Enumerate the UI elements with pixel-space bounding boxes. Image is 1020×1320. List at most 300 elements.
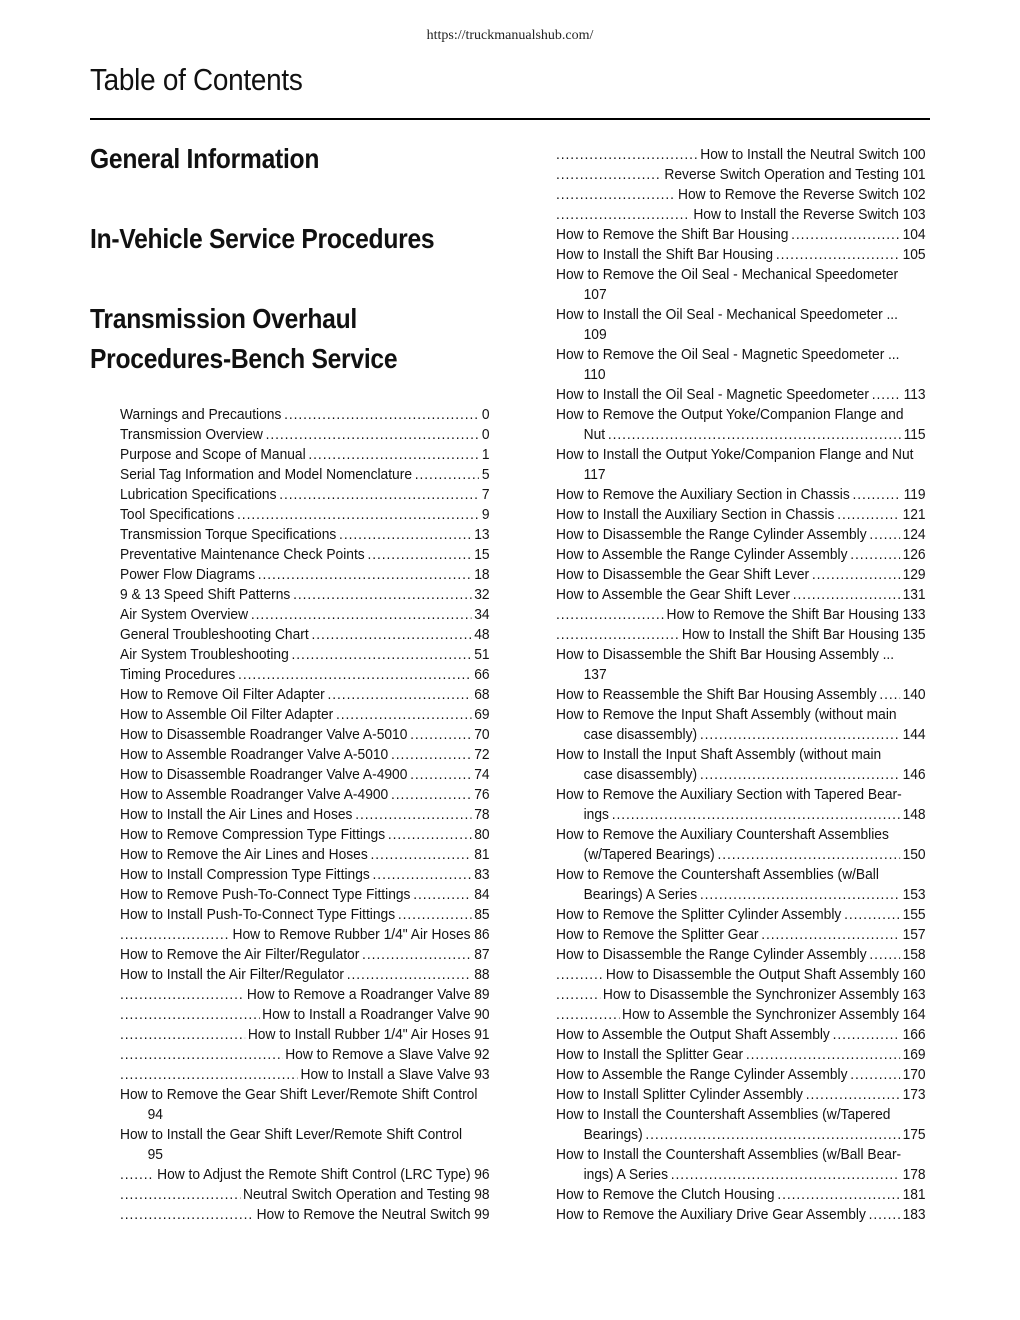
toc-entry-continuation-text: Bearings) [583,1126,643,1143]
toc-entry-title: How to Install the Shift Bar Housing [681,626,899,643]
toc-entry-continuation[interactable] [556,1165,926,1185]
dot-leader [120,1045,282,1065]
toc-entry[interactable] [120,625,490,645]
toc-entry-page: 113 [903,386,926,403]
dot-leader [328,685,472,705]
dot-leader [853,485,901,505]
toc-entry[interactable] [556,1105,926,1125]
dot-leader [608,425,901,445]
toc-entry[interactable] [120,885,490,905]
toc-entry-title: Timing Procedures [120,666,236,683]
toc-entry[interactable] [556,525,926,545]
toc-entry[interactable] [556,645,926,665]
toc-entry-title: How to Adjust the Remote Shift Control (LRC Type) [157,1166,471,1183]
toc-entry-title: How to Assemble Oil Filter Adapter [120,706,334,723]
toc-entry-page: 80 [474,826,490,843]
toc-entry[interactable] [556,185,926,205]
toc-entry-page: 178 [902,1166,926,1183]
toc-entry-title: Preventative Maintenance Check Points [120,546,365,563]
toc-entry-title: How to Install Rubber 1/4" Air Hoses [247,1026,471,1043]
toc-entry-title: How to Install Compression Type Fittings [120,866,370,883]
toc-entry[interactable] [556,225,926,245]
toc-entry[interactable] [120,1005,490,1025]
page-title: Table of Contents [90,62,303,97]
toc-entry[interactable] [556,505,926,525]
toc-entry[interactable] [120,825,490,845]
toc-entry[interactable] [556,1185,926,1205]
toc-entry-title: How to Remove the Auxiliary Section in Chassis [556,486,850,503]
toc-entry[interactable] [556,1205,926,1225]
toc-entry-page: 129 [902,566,926,583]
toc-entry-continuation[interactable] [556,805,926,825]
toc-entry-page: 160 [902,966,926,983]
toc-entry-title: Transmission Overview [120,426,263,443]
dot-leader [872,385,901,405]
toc-entry[interactable] [556,1145,926,1165]
toc-entry[interactable] [556,865,926,885]
toc-entry-page: 74 [474,766,490,783]
dot-leader [556,205,691,225]
toc-entry-page: 69 [474,706,490,723]
toc-entry[interactable] [120,765,490,785]
toc-entry-title: How to Disassemble Roadranger Valve A-5010 [120,726,408,743]
toc-entry[interactable] [556,265,926,285]
toc-entry-title: How to Disassemble the Gear Shift Lever [556,566,810,583]
toc-entry-continuation[interactable] [556,725,926,745]
toc-entry-page: 131 [902,586,926,603]
toc-entry[interactable] [556,145,926,165]
toc-entry-continuation-text: 95 [147,1146,163,1163]
toc-entry-page: 32 [474,586,490,603]
toc-entry-continuation-text: 137 [583,666,607,683]
toc-entry-title: How to Install the Gear Shift Lever/Remote Shift Control [120,1126,463,1143]
toc-entry[interactable] [120,1205,490,1225]
toc-entry-page: 13 [474,526,490,543]
toc-entry[interactable] [556,825,926,845]
toc-entry-page: 121 [902,506,926,523]
toc-entry[interactable] [120,805,490,825]
toc-entry-title: Air System Overview [120,606,249,623]
toc-entry-title: How to Install the Output Yoke/Companion Flange and Nut [556,446,914,463]
toc-entry-page: 140 [902,686,926,703]
toc-entry-page: ... [886,306,898,323]
toc-entry[interactable] [556,705,926,725]
dot-leader [806,1085,900,1105]
source-url[interactable]: https://truckmanualshub.com/ [426,28,594,43]
toc-entry-page: 7 [481,486,490,503]
dot-leader [367,545,471,565]
toc-entry-title: How to Remove the Input Shaft Assembly (without main [556,706,897,723]
toc-entry-page: 169 [902,1046,926,1063]
toc-entry-page: 150 [902,846,926,863]
dot-leader [120,1025,245,1045]
toc-entry-title: Power Flow Diagrams [120,566,255,583]
toc-entry[interactable] [556,245,926,265]
toc-entry-page: 96 [474,1166,490,1183]
toc-entry-continuation[interactable] [556,365,898,385]
toc-entry-title: How to Remove the Oil Seal - Mechanical Speedometer [556,266,899,283]
section-procedures-bench-service[interactable]: Procedures-Bench Service [90,343,398,374]
toc-entry[interactable] [120,845,490,865]
toc-entry-page: 155 [902,906,926,923]
toc-entry-title: Serial Tag Information and Model Nomenclature [120,466,413,483]
dot-leader [556,145,697,165]
toc-entry-title: How to Install the Oil Seal - Mechanical Speedometer [556,306,883,323]
toc-entry[interactable] [556,585,926,605]
toc-entry-page: 104 [902,226,926,243]
toc-entry[interactable] [120,1165,490,1185]
dot-leader [355,805,471,825]
toc-entry-page: 173 [902,1086,926,1103]
toc-entry-page: 102 [902,186,926,203]
toc-entry-page: 34 [474,606,490,623]
toc-entry-page: 166 [902,1026,926,1043]
toc-entry[interactable] [120,745,490,765]
toc-entry-page: 70 [474,726,490,743]
toc-entry[interactable] [120,945,490,965]
toc-entry-page: 85 [474,906,490,923]
dot-leader [869,1205,900,1225]
toc-entry[interactable] [120,605,490,625]
toc-entry-title: How to Remove the Auxiliary Countershaft Assemblies [556,826,889,843]
toc-entry-title: General Troubleshooting Chart [120,626,309,643]
toc-entry-title: Lubrication Specifications [120,486,277,503]
toc-entry-title: How to Install the Countershaft Assemblies (w/Ball Bear- [556,1146,902,1163]
toc-entry-title: Neutral Switch Operation and Testing [242,1186,471,1203]
dot-leader [671,1165,900,1185]
toc-entry[interactable] [556,785,926,805]
toc-entry[interactable] [556,385,926,405]
toc-entry[interactable] [120,685,490,705]
toc-entry-page: 146 [902,766,926,783]
toc-entry-title: How to Remove the Auxiliary Section with Tapered Bear- [556,786,902,803]
toc-entry[interactable] [120,1045,490,1065]
toc-entry[interactable] [556,985,926,1005]
toc-entry-page: 175 [902,1126,926,1143]
toc-entry-page: 99 [474,1206,490,1223]
toc-entry-page: ... [887,346,900,363]
toc-entry-page: 105 [902,246,926,263]
dot-leader [556,1005,619,1025]
toc-entry-page: 18 [474,566,490,583]
toc-entry[interactable] [120,525,490,545]
dot-leader [120,985,244,1005]
toc-entry-title: How to Assemble the Output Shaft Assembly [556,1026,830,1043]
toc-entry[interactable] [120,405,490,425]
toc-entry-page: 126 [902,546,926,563]
toc-entry-continuation-text: case disassembly) [583,766,698,783]
toc-entry-continuation[interactable] [556,885,926,905]
toc-entry[interactable] [120,585,490,605]
toc-entry-title: How to Remove Compression Type Fittings [120,826,386,843]
toc-entry[interactable] [120,785,490,805]
toc-entry[interactable] [120,905,490,925]
toc-entry[interactable] [556,545,926,565]
toc-entry-continuation-text: ings [583,806,609,823]
dot-leader [308,445,479,465]
toc-entry[interactable] [120,865,490,885]
toc-entry-title: How to Remove Rubber 1/4" Air Hoses [232,926,471,943]
dot-leader [373,865,472,885]
toc-entry-title: Air System Troubleshooting [120,646,289,663]
toc-entry-title: How to Install the Oil Seal - Magnetic Speedometer [556,386,869,403]
toc-entry-title: How to Assemble the Range Cylinder Assembly [556,546,848,563]
toc-entry-continuation-text: ings) A Series [583,1166,668,1183]
toc-entry[interactable] [120,705,490,725]
toc-entry-page: 92 [474,1046,490,1063]
toc-entry-title: How to Remove the Splitter Gear [556,926,759,943]
toc-entry[interactable] [120,545,490,565]
toc-entry-title: How to Disassemble Roadranger Valve A-4900 [120,766,408,783]
toc-entry-page: ... [882,646,895,663]
section-general-information[interactable]: General Information [90,143,320,174]
toc-entry-page: 135 [902,626,926,643]
toc-entry-page: 89 [474,986,490,1003]
dot-leader [336,705,472,725]
toc-entry[interactable] [556,605,926,625]
toc-entry-page: 51 [474,646,490,663]
toc-entry-title: Transmission Torque Specifications [120,526,337,543]
toc-entry-continuation[interactable] [556,325,898,345]
toc-entry[interactable] [120,965,490,985]
toc-entry[interactable] [120,985,490,1005]
toc-entry-title: How to Install the Auxiliary Section in Chassis [556,506,835,523]
toc-entry-title: How to Install the Input Shaft Assembly (without main [556,746,882,763]
toc-entry-continuation[interactable] [556,665,898,685]
toc-entry-page: 78 [474,806,490,823]
toc-entry-title: How to Remove the Shift Bar Housing [666,606,899,623]
toc-entry-title: How to Install the Air Lines and Hoses [120,806,353,823]
toc-entry-page: 157 [902,926,926,943]
title-divider [90,118,930,120]
toc-entry[interactable] [556,445,926,465]
dot-leader [793,585,900,605]
toc-entry[interactable] [556,1085,926,1105]
toc-entry-title: 9 & 13 Speed Shift Patterns [120,586,291,603]
toc-entry[interactable] [556,925,926,945]
toc-entry-title: How to Remove the Clutch Housing [556,1186,775,1203]
toc-entry[interactable] [120,425,490,445]
toc-left-column [120,405,492,1225]
toc-entry[interactable] [556,405,926,425]
dot-leader [388,825,472,845]
toc-entry-title: How to Remove the Gear Shift Lever/Remote Shift Control [120,1086,478,1103]
toc-entry-continuation[interactable] [556,465,898,485]
toc-entry-page: 101 [902,166,926,183]
toc-entry[interactable] [120,645,490,665]
toc-entry-page: 81 [474,846,490,863]
toc-entry-title: How to Remove the Oil Seal - Magnetic Speedometer [556,346,885,363]
dot-leader [556,625,679,645]
dot-leader [837,505,900,525]
toc-entry-page: 98 [474,1186,490,1203]
toc-entry[interactable] [120,1025,490,1045]
toc-entry-page: 183 [902,1206,926,1223]
toc-entry[interactable] [556,165,926,185]
toc-entry-continuation[interactable] [120,1145,462,1165]
toc-entry-title: How to Install Splitter Cylinder Assembly [556,1086,803,1103]
toc-entry-page: 163 [902,986,926,1003]
toc-entry-page: 170 [902,1066,926,1083]
toc-entry-title: How to Disassemble the Shift Bar Housing Assembly [556,646,879,663]
toc-entry-continuation[interactable] [556,845,926,865]
dot-leader [391,785,472,805]
toc-entry-page: 84 [474,886,490,903]
toc-entry[interactable] [556,205,926,225]
toc-entry[interactable] [120,505,490,525]
toc-entry[interactable] [556,1025,926,1045]
toc-entry[interactable] [120,565,490,585]
toc-entry-title: Purpose and Scope of Manual [120,446,306,463]
toc-entry-continuation[interactable] [556,425,926,445]
toc-entry-title: How to Assemble the Synchronizer Assembly [622,1006,899,1023]
toc-entry-title: How to Remove the Splitter Cylinder Assembly [556,906,842,923]
toc-entry-continuation-text: 107 [583,286,607,303]
toc-entry-continuation-text: Bearings) A Series [583,886,698,903]
toc-entry-continuation[interactable] [120,1105,462,1125]
toc-entry[interactable] [556,945,926,965]
toc-entry-title: How to Install the Splitter Gear [556,1046,744,1063]
dot-leader [556,965,603,985]
dot-leader [362,945,471,965]
toc-entry-title: How to Install the Neutral Switch [700,146,899,163]
toc-entry-page: 66 [474,666,490,683]
dot-leader [292,645,472,665]
toc-entry-title: How to Remove the Reverse Switch [678,186,899,203]
toc-entry[interactable] [120,725,490,745]
dot-leader [120,1005,259,1025]
dot-leader [776,245,900,265]
toc-entry-title: How to Install Push-To-Connect Type Fittings [120,906,396,923]
toc-entry-title: How to Remove a Slave Valve [285,1046,471,1063]
toc-entry-continuation-text: (w/Tapered Bearings) [583,846,715,863]
toc-entry-page: 93 [474,1066,490,1083]
dot-leader [777,1185,899,1205]
toc-entry-page: 181 [902,1186,926,1203]
toc-entry-title: How to Assemble the Gear Shift Lever [556,586,790,603]
toc-entry[interactable] [556,685,926,705]
dot-leader [251,605,472,625]
toc-entry-continuation-text: 117 [583,466,606,483]
dot-leader [556,985,600,1005]
toc-entry-page: 133 [902,606,926,623]
toc-entry[interactable] [120,445,490,465]
toc-entry[interactable] [120,465,490,485]
dot-leader [612,805,900,825]
toc-entry-page: 1 [481,446,490,463]
toc-entry-title: How to Remove the Countershaft Assemblies (w/Ball [556,866,879,883]
dot-leader [850,1065,900,1085]
dot-leader [869,945,899,965]
toc-entry[interactable] [120,1065,490,1085]
toc-entry-page: 0 [481,406,490,423]
dot-leader [391,745,472,765]
dot-leader [120,1205,254,1225]
toc-entry[interactable] [556,1065,926,1085]
toc-entry-page: 91 [474,1026,490,1043]
dot-leader [556,605,664,625]
dot-leader [879,685,899,705]
toc-entry-title: How to Remove the Air Lines and Hoses [120,846,368,863]
dot-leader [556,185,675,205]
section-transmission-overhaul[interactable]: Transmission Overhaul [90,303,357,334]
toc-entry-title: How to Install the Air Filter/Regulator [120,966,344,983]
dot-leader [700,885,900,905]
toc-entry[interactable] [120,1185,490,1205]
toc-entry[interactable] [120,485,490,505]
dot-leader [347,965,472,985]
toc-entry[interactable] [120,1085,490,1105]
dot-leader [238,665,471,685]
toc-entry-title: How to Install a Slave Valve [300,1066,471,1083]
toc-entry-page: 124 [902,526,926,543]
toc-entry[interactable] [556,345,926,365]
toc-entry-continuation[interactable] [556,765,926,785]
toc-entry-continuation-text: Nut [583,426,606,443]
dot-leader [284,405,479,425]
dot-leader [850,545,900,565]
toc-entry-page: 76 [474,786,490,803]
toc-entry[interactable] [556,965,926,985]
toc-entry-page: 72 [474,746,490,763]
dot-leader [844,905,900,925]
toc-entry-title: How to Install the Reverse Switch [693,206,899,223]
toc-entry-title: How to Install a Roadranger Valve [262,1006,471,1023]
dot-leader [266,425,480,445]
toc-entry-continuation[interactable] [556,1125,926,1145]
toc-entry[interactable] [556,1045,926,1065]
toc-entry-continuation[interactable] [556,285,898,305]
toc-entry-page: 158 [902,946,926,963]
toc-entry-title: How to Remove a Roadranger Valve [246,986,471,1003]
dot-leader [258,565,472,585]
dot-leader [700,725,900,745]
toc-entry-page: 9 [481,506,490,523]
toc-entry[interactable] [120,1125,490,1145]
toc-entry-title: Warnings and Precautions [120,406,282,423]
toc-entry-page: 83 [474,866,490,883]
toc-entry[interactable] [556,485,926,505]
toc-entry[interactable] [556,905,926,925]
dot-leader [120,1165,154,1185]
toc-entry[interactable] [556,1005,926,1025]
dot-leader [556,165,662,185]
toc-entry-page: 153 [902,886,926,903]
dot-leader [791,225,900,245]
dot-leader [833,1025,900,1045]
toc-entry[interactable] [556,625,926,645]
section-in-vehicle-service[interactable]: In-Vehicle Service Procedures [90,223,435,254]
toc-entry-title: How to Disassemble the Output Shaft Assembly [605,966,899,983]
toc-entry[interactable] [556,305,926,325]
toc-entry-title: How to Remove Oil Filter Adapter [120,686,325,703]
toc-entry-page: 119 [903,486,926,503]
toc-entry[interactable] [120,665,490,685]
dot-leader [371,845,472,865]
toc-entry-page: 86 [474,926,490,943]
toc-entry-page: 164 [902,1006,926,1023]
toc-entry-title: How to Remove the Neutral Switch [256,1206,471,1223]
toc-entry[interactable] [556,565,926,585]
toc-entry-page: 103 [902,206,926,223]
toc-entry[interactable] [556,745,926,765]
toc-entry[interactable] [120,925,490,945]
dot-leader [120,1185,240,1205]
toc-entry-page: 88 [474,966,490,983]
toc-entry-page: 87 [474,946,490,963]
toc-entry-title: How to Install the Shift Bar Housing [556,246,774,263]
toc-entry-page: 15 [474,546,490,563]
